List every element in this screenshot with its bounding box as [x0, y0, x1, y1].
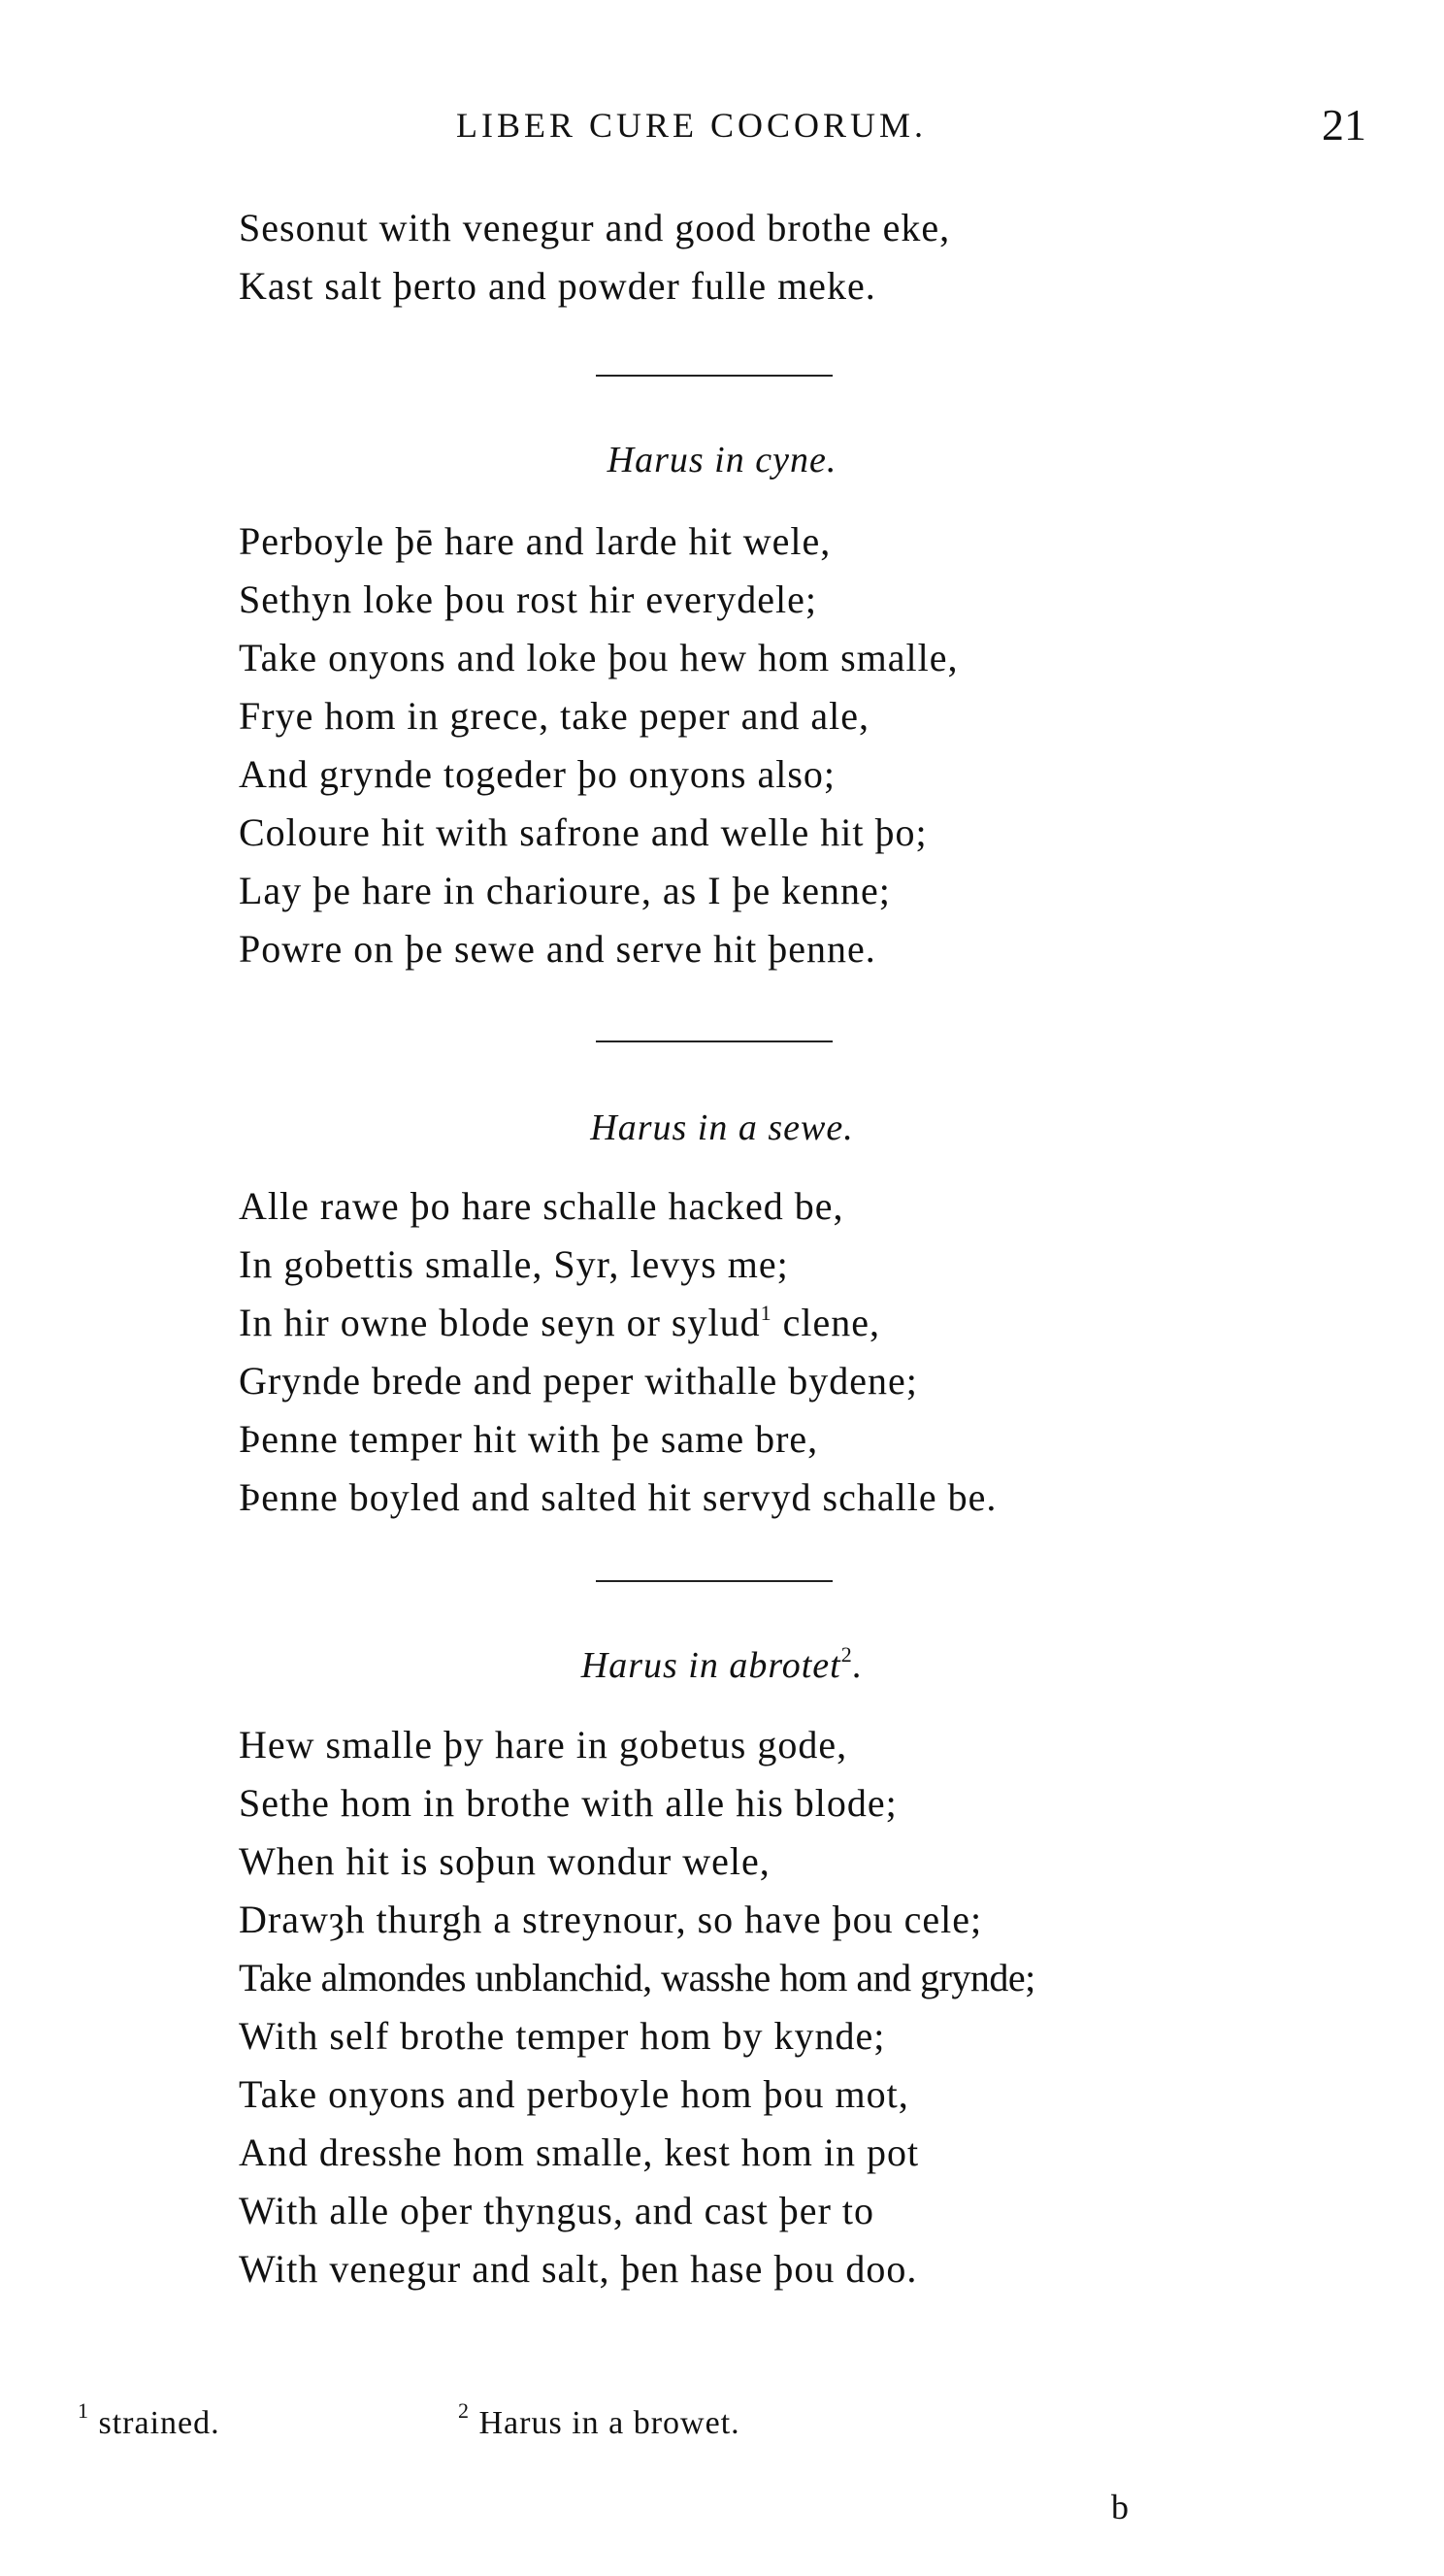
recipe-verse-harus-in-a-sewe: [239, 1177, 997, 1527]
verse-line: Sesonut with venegur and good brothe eke,: [239, 206, 951, 249]
section-divider: [596, 375, 833, 377]
verse-line: When hit is soþun wondur wele,: [239, 1839, 771, 1883]
running-head: [0, 100, 1444, 163]
section-divider: [596, 1040, 833, 1042]
verse-line: Grynde brede and peper withalle bydene;: [239, 1359, 918, 1403]
verse-line: Perboyle þē hare and larde hit wele,: [239, 519, 832, 563]
verse-line: Drawȝh thurgh a streynour, so have þou cele;: [239, 1898, 983, 1941]
verse-line: With venegur and salt, þen hase þou doo.: [239, 2247, 918, 2291]
footnote-marker: 2: [458, 2398, 470, 2423]
verse-line: Coloure hit with safrone and welle hit þo;: [239, 810, 928, 854]
verse-line: Frye hom in grece, take peper and ale,: [239, 694, 870, 738]
page-number: 21: [1322, 100, 1366, 149]
footnote-ref: 1: [760, 1301, 772, 1325]
section-title-harus-in-cyne: Harus in cyne.: [607, 440, 837, 480]
verse-line: Kast salt þerto and powder fulle meke.: [239, 264, 876, 308]
footnote-text: strained.: [98, 2405, 220, 2441]
verse-line: Þenne boyled and salted hit servyd schalle be.: [239, 1475, 998, 1519]
section-divider: [596, 1580, 833, 1582]
footnote: [458, 2398, 740, 2442]
verse-line: Sethe hom in brothe with alle his blode;: [239, 1781, 898, 1825]
footnote-marker: 1: [78, 2398, 89, 2423]
verse-line: And dresshe hom smalle, kest hom in pot: [239, 2130, 920, 2174]
verse-line: Take onyons and loke þou hew hom smalle,: [239, 636, 959, 679]
verse-line-text: In hir owne blode seyn or sylud: [239, 1301, 761, 1344]
verse-line: Þenne temper hit with þe same bre,: [239, 1417, 819, 1461]
recipe-verse-harus-in-cyne: [239, 512, 959, 978]
verse-line: Sethyn loke þou rost hir everydele;: [239, 578, 817, 621]
verse-line: [239, 1294, 997, 1352]
verse-line: In gobettis smalle, Syr, levys me;: [239, 1242, 789, 1286]
section-title-harus-in-a-sewe: Harus in a sewe.: [590, 1107, 854, 1148]
verse-line: With self brothe temper hom by kynde;: [239, 2014, 886, 2058]
verse-line-tail: clene,: [771, 1301, 880, 1344]
intro-verse: [239, 199, 950, 315]
verse-line: And grynde togeder þo onyons also;: [239, 752, 837, 796]
running-title: LIBER CURE COCORUM.: [456, 106, 928, 145]
section-title-tail: .: [852, 1645, 864, 1686]
section-title-text: Harus in abrotet: [580, 1645, 841, 1686]
footnotes: [78, 2398, 1145, 2463]
footnote-text: Harus in a browet.: [478, 2405, 740, 2441]
verse-line: Take onyons and perboyle hom þou mot,: [239, 2072, 909, 2116]
footnote: [78, 2398, 220, 2442]
verse-line: Take almondes unblanchid, wasshe hom and grynde;: [239, 1956, 1035, 1999]
verse-line: With alle oþer thyngus, and cast þer to: [239, 2189, 874, 2232]
signature-mark: b: [1111, 2488, 1129, 2526]
verse-line: Powre on þe sewe and serve hit þenne.: [239, 927, 876, 971]
section-title-harus-in-abrotet: [0, 1644, 1444, 1687]
verse-line: Hew smalle þy hare in gobetus gode,: [239, 1723, 848, 1767]
verse-line: Alle rawe þo hare schalle hacked be,: [239, 1184, 844, 1228]
verse-line: Lay þe hare in charioure, as I þe kenne;: [239, 869, 891, 912]
recipe-verse-harus-in-abrotet: [239, 1716, 1035, 2298]
footnote-ref: 2: [840, 1642, 853, 1667]
